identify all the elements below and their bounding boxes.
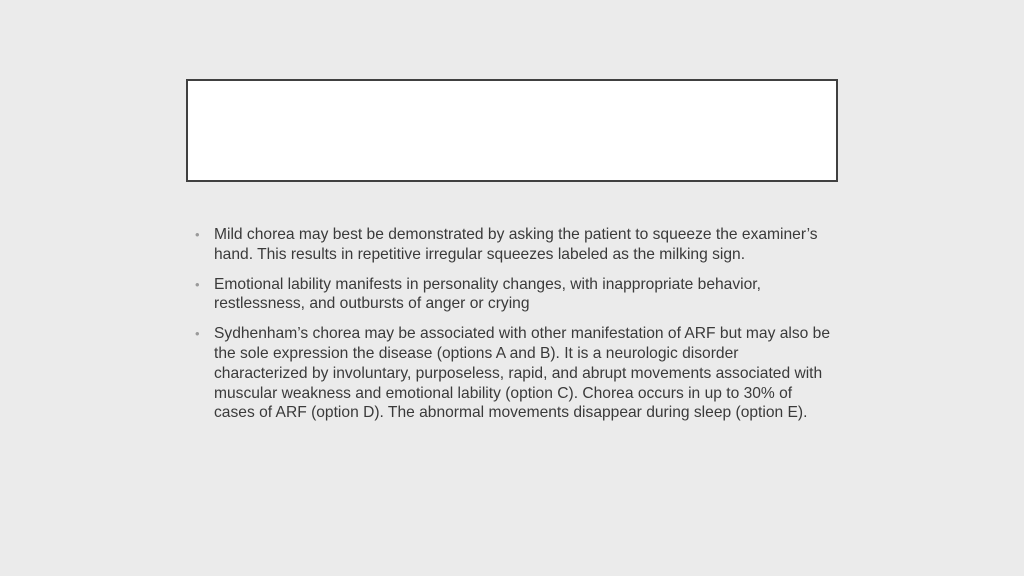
bullet-marker-icon: • bbox=[195, 276, 200, 292]
bullet-item-3 bbox=[195, 324, 835, 423]
bullet-marker-icon: • bbox=[195, 326, 200, 342]
bullet-item-1 bbox=[195, 225, 835, 265]
bullet-text: Mild chorea may best be demonstrated by asking the patient to squeeze the examiner’s hand. This results in repetitive irregular squeezes labeled as the milking sign. bbox=[214, 226, 818, 263]
bullet-marker-icon: • bbox=[195, 227, 200, 242]
bullet-list bbox=[195, 225, 835, 423]
title-placeholder-box bbox=[186, 79, 838, 182]
bullet-text: Emotional lability manifests in personality changes, with inappropriate behavior, restlessness, and outbursts of anger or crying bbox=[214, 275, 761, 313]
slide-content bbox=[195, 225, 835, 433]
bullet-text: Sydhenham’s chorea may be associated with other manifestation of ARF but may also be the sole expression the disease (options A and B). It is a neurologic disorder characterized by involuntary, purposeless, rapid, and abrupt movements associated with muscular weakness and emotional lability (option C). Chorea occurs in up to 30% of cases of ARF (option D). The abnormal movements disappear during sleep (option E). bbox=[214, 325, 830, 422]
bullet-item-2 bbox=[195, 275, 835, 315]
